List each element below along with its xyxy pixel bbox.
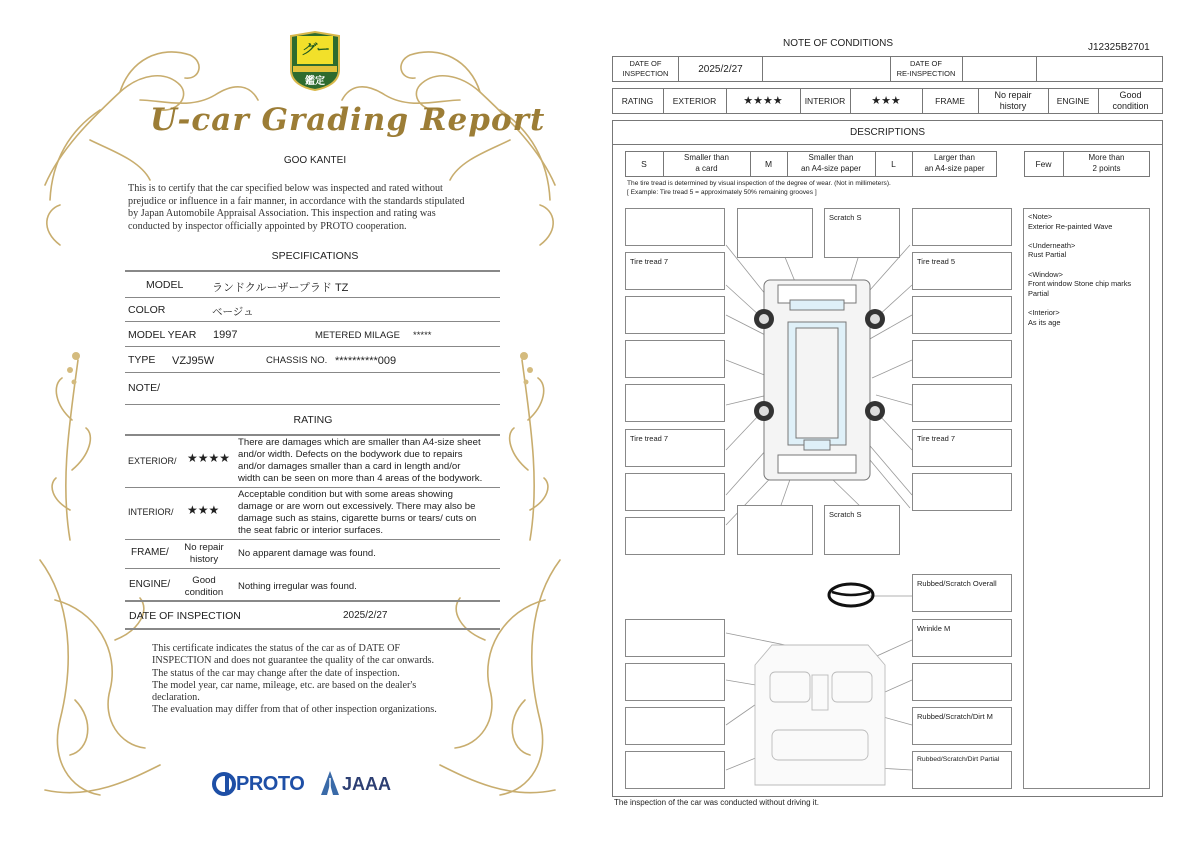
damage-box — [625, 473, 725, 511]
divider — [125, 297, 500, 298]
interior-label: INTERIOR — [804, 96, 846, 106]
note-of-conditions — [600, 0, 1200, 848]
damage-box — [737, 505, 813, 555]
damage-box — [625, 340, 725, 378]
model-year-label: MODEL YEAR — [128, 329, 197, 341]
exterior-description: There are damages which are smaller than A4-size sheet and/or width. Defects on the bodywork due to repairs and/or damages smaller than a card in length and/or width can be seen on more than 4 areas of the bodywork. — [238, 437, 483, 484]
legend-m-code: M — [764, 159, 773, 169]
legend-s-code: S — [641, 159, 647, 169]
damage-box-front-right-tire — [912, 252, 1012, 290]
exterior-stars: ★★★★ — [187, 451, 231, 465]
damage-box — [625, 384, 725, 422]
jaaa-logo-icon — [320, 770, 340, 796]
date-label: DATE OF INSPECTION — [129, 610, 241, 622]
frame-label: FRAME — [935, 96, 965, 106]
damage-box-dashboard — [912, 619, 1012, 657]
color-value: ベージュ — [212, 306, 254, 318]
note-text: Front window Stone chip marks Partial — [1028, 279, 1132, 298]
note-heading: <Note> — [1028, 212, 1053, 221]
goo-kantei-badge — [287, 30, 343, 92]
date-of-inspection-label: DATE OF INSPECTION — [622, 59, 669, 78]
damage-label: Scratch S — [829, 510, 862, 519]
color-label: COLOR — [128, 304, 166, 316]
badge-top-text: グー — [301, 41, 329, 57]
damage-label: Scratch S — [829, 213, 862, 222]
jaaa-logo-text: JAAA — [342, 774, 392, 794]
damage-box — [625, 296, 725, 334]
note-text: Exterior Re-painted Wave — [1028, 221, 1113, 231]
damage-box-front-left-tire — [625, 252, 725, 290]
type-label: TYPE — [128, 354, 156, 366]
frame-label: FRAME/ — [131, 547, 169, 558]
report-subtitle: GOO KANTEI — [283, 155, 347, 166]
damage-box — [912, 296, 1012, 334]
divider — [125, 321, 500, 322]
engine-description: Nothing irregular was found. — [238, 581, 357, 592]
engine-value: Good condition — [1112, 90, 1149, 111]
tire-note-example: [ Example: Tire tread 5 = approximately 50% remaining grooves ] — [627, 189, 817, 196]
few-text: More than 2 points — [1088, 153, 1125, 173]
note-heading: <Underneath> — [1028, 240, 1076, 250]
few-label: Few — [1035, 159, 1052, 169]
damage-box — [625, 517, 725, 555]
jaaa-logo — [320, 770, 400, 798]
report-id: J12325B2701 — [1088, 42, 1150, 53]
damage-box-rear-left-tire — [625, 429, 725, 467]
car-top-view — [764, 280, 870, 480]
car-interior-view — [755, 645, 885, 785]
model-value: ランドクルーザープラド TZ — [212, 282, 349, 294]
model-label: MODEL — [146, 279, 184, 291]
damage-label: Wrinkle M — [917, 624, 951, 633]
damage-label: Tire tread 5 — [917, 257, 956, 266]
damage-box-rear-right-tire — [912, 429, 1012, 467]
note-label: NOTE/ — [128, 382, 161, 394]
notes-list — [1028, 212, 1148, 327]
interior-description: Acceptable condition but with some areas showing damage or are worn out excessively. There may also be damage such as stains, cigarette burns or tears/ cuts on the seat fabric or interior surfaces. — [238, 489, 477, 536]
descriptions-heading: DESCRIPTIONS — [849, 127, 925, 138]
exterior-label: EXTERIOR/ — [128, 456, 177, 466]
divider — [125, 346, 500, 347]
divider — [125, 539, 500, 540]
damage-box — [625, 707, 725, 745]
rating-heading: RATING — [293, 414, 333, 426]
damage-box — [912, 384, 1012, 422]
frame-description: No apparent damage was found. — [238, 548, 376, 559]
steering-wheel-icon — [829, 584, 873, 606]
engine-label: ENGINE/ — [129, 579, 171, 590]
damage-box — [625, 663, 725, 701]
legend-s-text: Smaller than a card — [684, 153, 729, 173]
damage-label: Tire tread 7 — [917, 434, 956, 443]
damage-box-front-seat — [912, 707, 1012, 745]
exterior-stars: ★★★★ — [743, 95, 783, 107]
damage-box-bottom-center — [824, 505, 900, 555]
damage-label: Rubbed/Scratch/Dirt M — [917, 712, 993, 721]
date-value: 2025/2/27 — [343, 610, 388, 621]
chassis-label: CHASSIS NO. — [266, 355, 328, 366]
rating-label: RATING — [621, 96, 654, 106]
damage-label: Rubbed/Scratch Overall — [917, 579, 997, 588]
certification-text: This is to certify that the car specified below was inspected and rated without prejudice or influence in a fair manner, in accordance with the standards stipulated by Japan Automobile Appraisal Association. This inspection and rating was conducted by inspector officially appointed by PROTO cooperation. — [128, 183, 465, 232]
proto-logo-icon — [212, 772, 236, 796]
exterior-label: EXTERIOR — [672, 96, 717, 106]
legend-l-code: L — [891, 159, 896, 169]
divider — [125, 434, 500, 436]
damage-box — [625, 751, 725, 789]
damage-label: Tire tread 7 — [630, 434, 669, 443]
divider — [125, 372, 500, 373]
specifications-heading: SPECIFICATIONS — [271, 250, 359, 262]
divider — [125, 270, 500, 272]
damage-box — [912, 663, 1012, 701]
damage-box — [625, 619, 725, 657]
reinspection-label: DATE OF RE-INSPECTION — [896, 59, 956, 78]
note-heading: <Window> — [1028, 269, 1063, 279]
divider — [125, 600, 500, 602]
damage-box-rear-seat — [912, 751, 1012, 789]
damage-box-steering — [912, 574, 1012, 612]
note-text: As its age — [1028, 317, 1061, 327]
interior-stars: ★★★ — [187, 503, 220, 517]
engine-value: Good condition — [184, 575, 224, 598]
damage-box — [625, 208, 725, 246]
frame-value: No repair history — [994, 90, 1032, 111]
tire-note: The tire tread is determined by visual inspection of the degree of wear. (Not in millimeters). — [627, 180, 891, 187]
conditions-footer: The inspection of the car was conducted without driving it. — [614, 798, 819, 807]
notes-panel — [1023, 208, 1150, 789]
proto-logo — [212, 770, 312, 798]
damage-box — [912, 340, 1012, 378]
divider — [125, 568, 500, 569]
disclaimer-text: This certificate indicates the status of the car as of DATE OF INSPECTION and does not guarantee the quality of the car onwards. The status of the car may change after the date of inspection. The model year, car name, mileage, etc. are based on the dealer's declaration. The evaluation may differ from that of other inspection organizations. — [152, 643, 437, 716]
interior-stars: ★★★ — [871, 95, 901, 107]
chassis-value: **********009 — [335, 355, 397, 367]
damage-box — [737, 208, 813, 258]
interior-label: INTERIOR/ — [128, 507, 174, 517]
date-of-inspection-value: 2025/2/27 — [698, 64, 743, 75]
badge-bottom-text: 鑑定 — [305, 76, 325, 87]
legend-m-text: Smaller than an A4-size paper — [800, 153, 862, 173]
conditions-title: NOTE OF CONDITIONS — [783, 38, 893, 49]
type-value: VZJ95W — [172, 355, 215, 367]
damage-box — [912, 208, 1012, 246]
damage-label: Tire tread 7 — [630, 257, 669, 266]
divider — [125, 404, 500, 405]
mileage-value: ***** — [413, 330, 432, 341]
frame-value: No repair history — [184, 542, 224, 565]
divider — [125, 487, 500, 488]
note-heading: <Interior> — [1028, 307, 1060, 317]
damage-box — [912, 473, 1012, 511]
engine-label: ENGINE — [1056, 96, 1090, 106]
note-text: Rust Partial — [1028, 250, 1067, 260]
divider — [125, 628, 500, 630]
mileage-label: METERED MILAGE — [315, 330, 400, 341]
proto-logo-text: PROTO — [236, 773, 305, 795]
report-title: U-car Grading Report — [150, 102, 546, 138]
legend-l-text: Larger than an A4-size paper — [924, 153, 985, 173]
model-year-value: 1997 — [213, 329, 238, 341]
damage-label: Rubbed/Scratch/Dirt Partial — [917, 756, 1000, 763]
damage-box-top-center — [824, 208, 900, 258]
